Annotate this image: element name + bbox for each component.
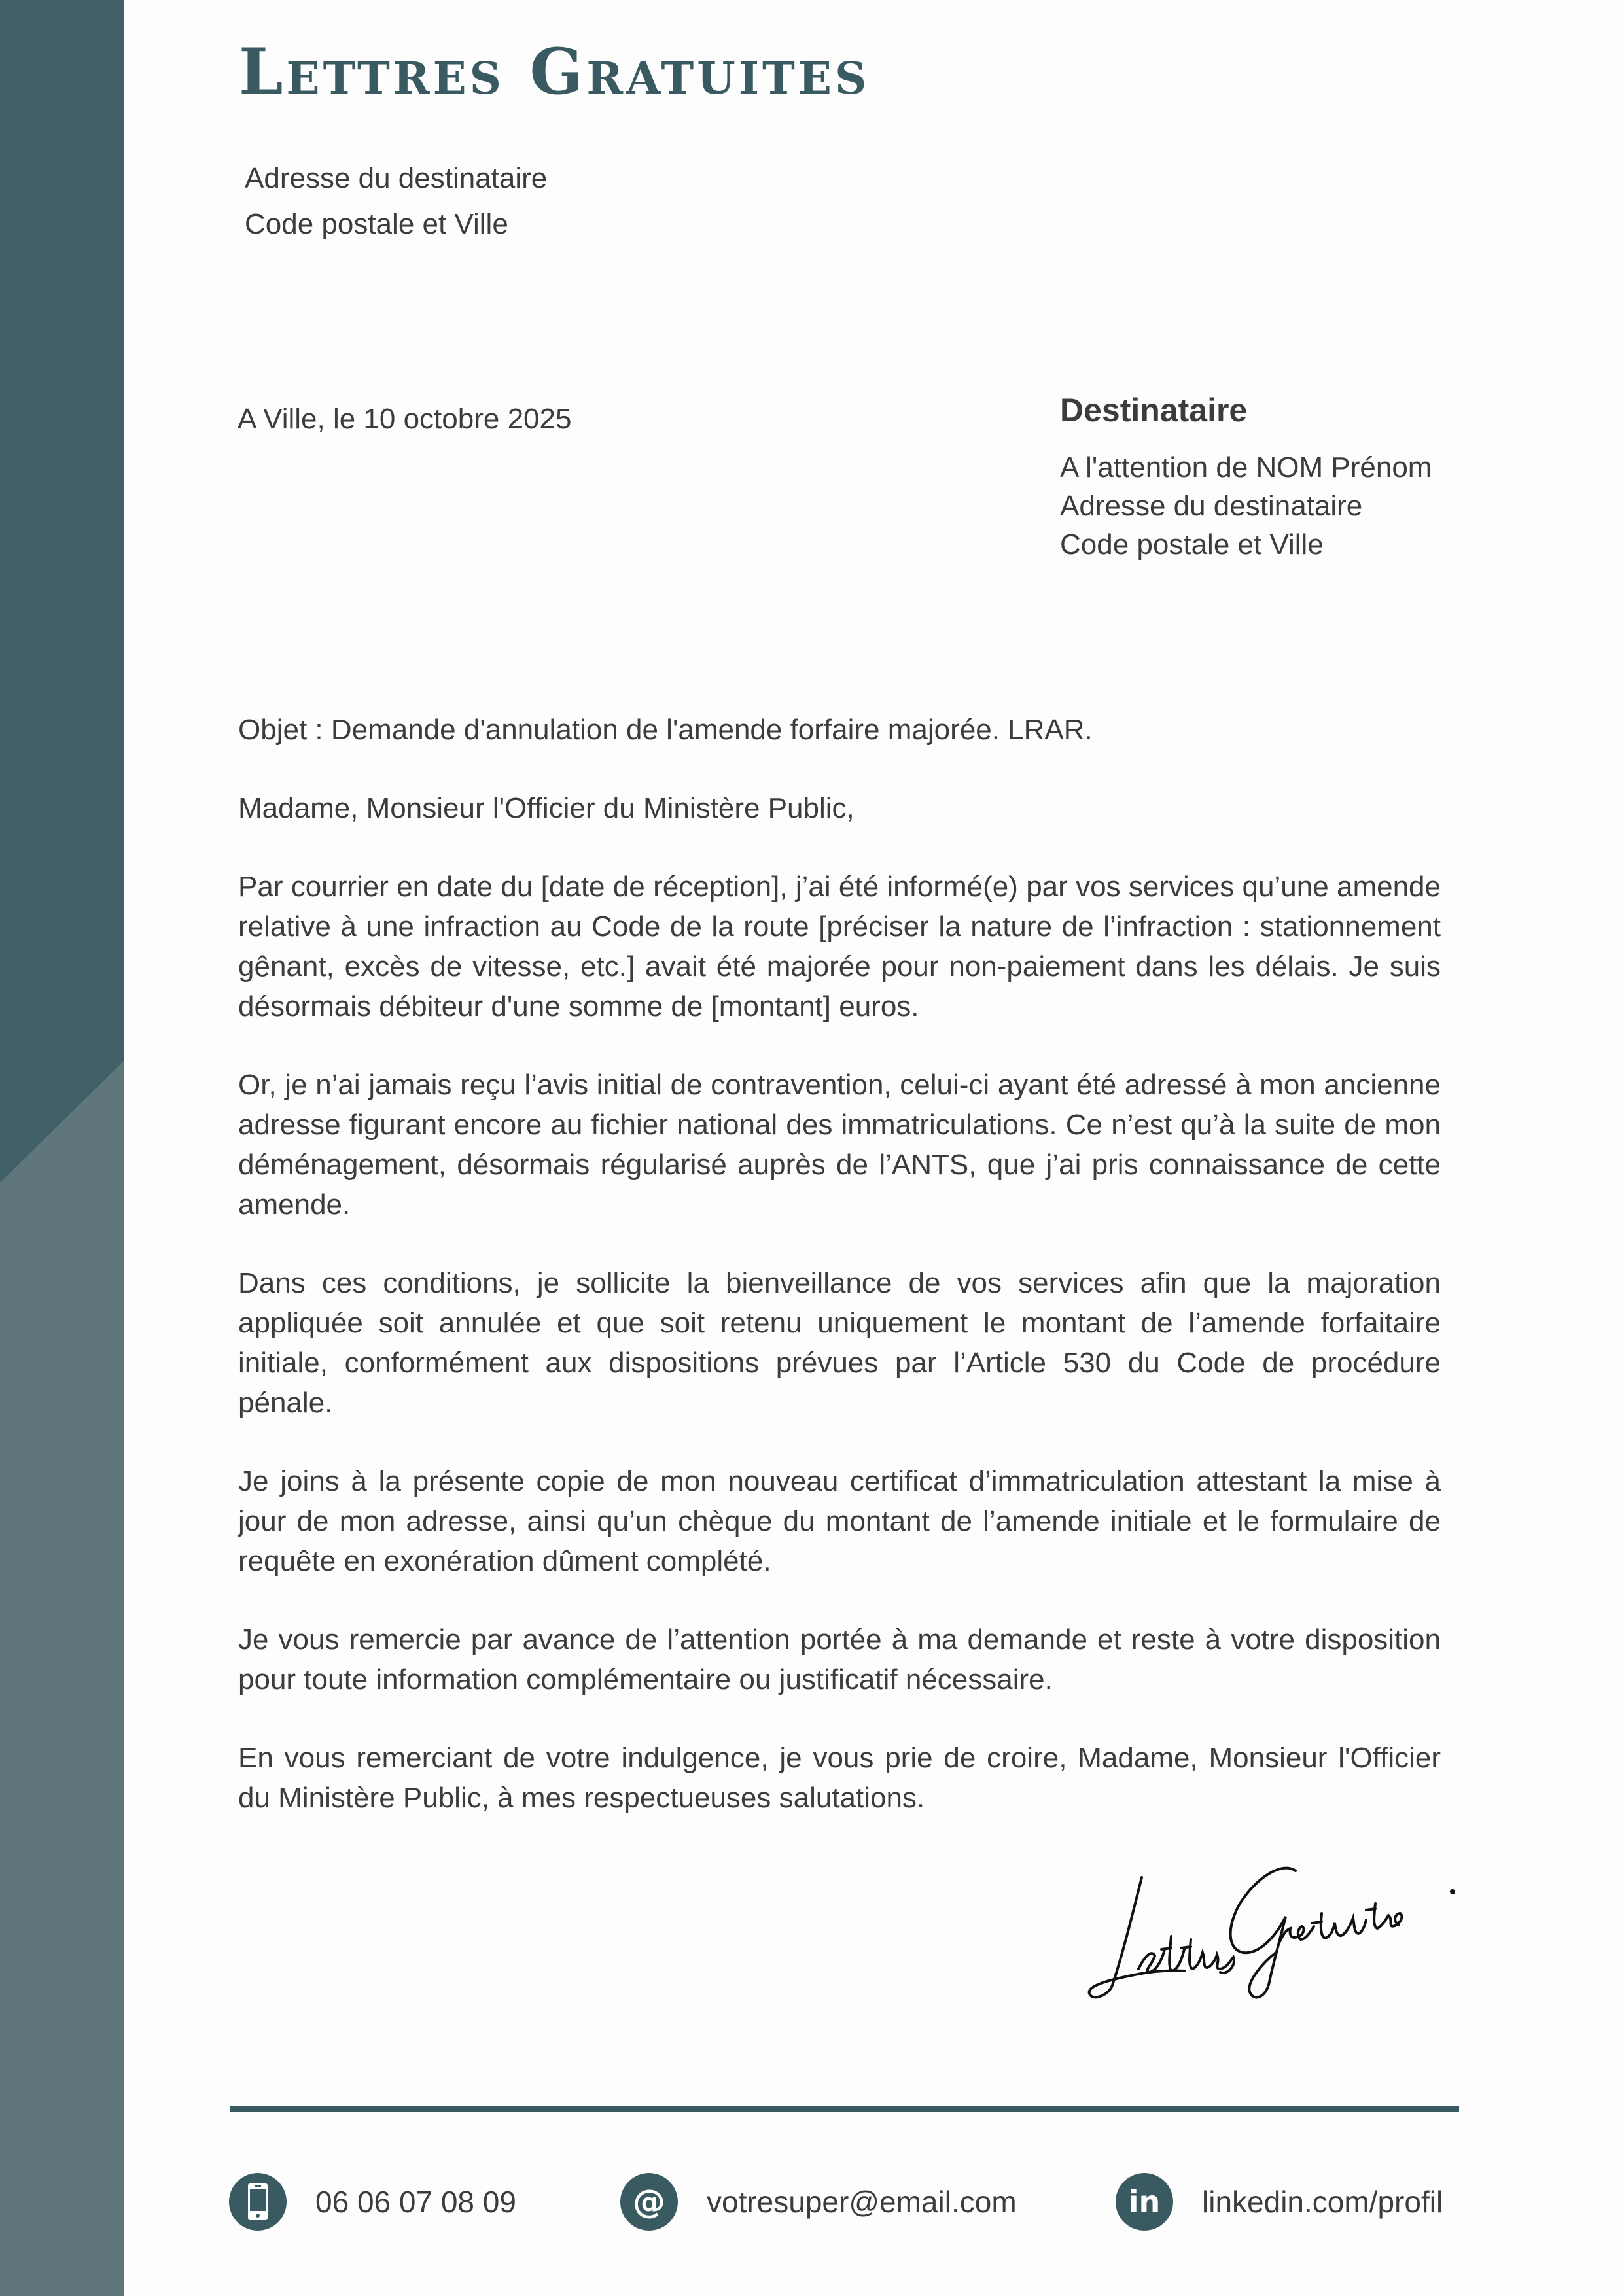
- letter-paragraph: Dans ces conditions, je sollicite la bienveillance de vos services afin que la majoration appliquée soit annulée et que soit retenu uniquement le montant de l’amende forfaitaire initiale, conformément aux dispositions prévues par l’Article 530 du Code de procédure pénale.: [238, 1267, 1441, 1419]
- recipient-address: Adresse du destinataire: [1060, 490, 1363, 522]
- phone-icon: [229, 2173, 287, 2231]
- email-address[interactable]: votresuper@email.com: [707, 2185, 1017, 2219]
- letter-paragraph: Par courrier en date du [date de réception], j’ai été informé(e) par vos services qu’une amende relative à une infraction au Code de la route [préciser la nature de l’infraction : stationnement gênant, excès de vitesse, etc.] avait été majorée pour non-paiement dans les délais. Je suis désormais débiteur d'une somme de [montant] euros.: [238, 871, 1441, 1022]
- at-glyph: @: [633, 2183, 665, 2221]
- recipient-heading: Destinataire: [1060, 392, 1248, 428]
- linkedin-icon: [1116, 2173, 1173, 2231]
- sender-city-line: Code postale et Ville: [245, 208, 508, 240]
- letter-subject: Objet : Demande d'annulation de l'amende forfaire majorée. LRAR.: [238, 714, 1093, 746]
- signature: [1073, 1845, 1466, 2002]
- contact-email: [620, 2173, 1017, 2231]
- letter-closing: En vous remerciant de votre indulgence, je vous prie de croire, Madame, Monsieur l'Officier du Ministère Public, à mes respectueuses salutations.: [238, 1742, 1441, 1814]
- signature-scribble-icon: [1073, 1845, 1466, 2002]
- letter-paragraph: Je joins à la présente copie de mon nouveau certificat d’immatriculation attestant la mise à jour de mon adresse, ainsi qu’un chèque du montant de l’amende initiale et le formulaire de requête en exonération dûment complété.: [238, 1465, 1441, 1577]
- sender-address: [245, 156, 547, 247]
- date-line: A Ville, le 10 octobre 2025: [238, 403, 572, 435]
- recipient-block: [1060, 392, 1432, 564]
- letter-paragraph: Je vous remercie par avance de l’attention portée à ma demande et reste à votre disposition pour toute information complémentaire ou justificatif nécessaire.: [238, 1624, 1441, 1696]
- sender-address-line: Adresse du destinataire: [245, 162, 548, 194]
- letter-body: [238, 710, 1441, 1856]
- contact-linkedin: [1116, 2173, 1443, 2231]
- recipient-attention: A l'attention de NOM Prénom: [1060, 451, 1432, 483]
- phone-number[interactable]: 06 06 07 08 09: [315, 2185, 516, 2219]
- brand-title: Lettres Gratuites: [239, 35, 870, 109]
- linkedin-glyph: in: [1128, 2184, 1161, 2219]
- recipient-city: Code postale et Ville: [1060, 529, 1324, 561]
- linkedin-url[interactable]: linkedin.com/profil: [1202, 2185, 1443, 2219]
- sidebar-decoration: [0, 0, 124, 2296]
- footer-divider: [230, 2106, 1459, 2112]
- sidebar-shape: [0, 0, 124, 2296]
- contact-phone: [229, 2173, 516, 2231]
- letter-salutation: Madame, Monsieur l'Officier du Ministère Public,: [238, 792, 855, 824]
- email-icon: [620, 2173, 678, 2231]
- letter-paragraph: Or, je n’ai jamais reçu l’avis initial de contravention, celui-ci ayant été adressé à mon ancienne adresse figurant encore au fichier national des immatriculations. Ce n’est qu’à la suite de mon déménagement, désormais régularisé auprès de l’ANTS, que j’ai pris connaissance de cette amende.: [238, 1069, 1441, 1221]
